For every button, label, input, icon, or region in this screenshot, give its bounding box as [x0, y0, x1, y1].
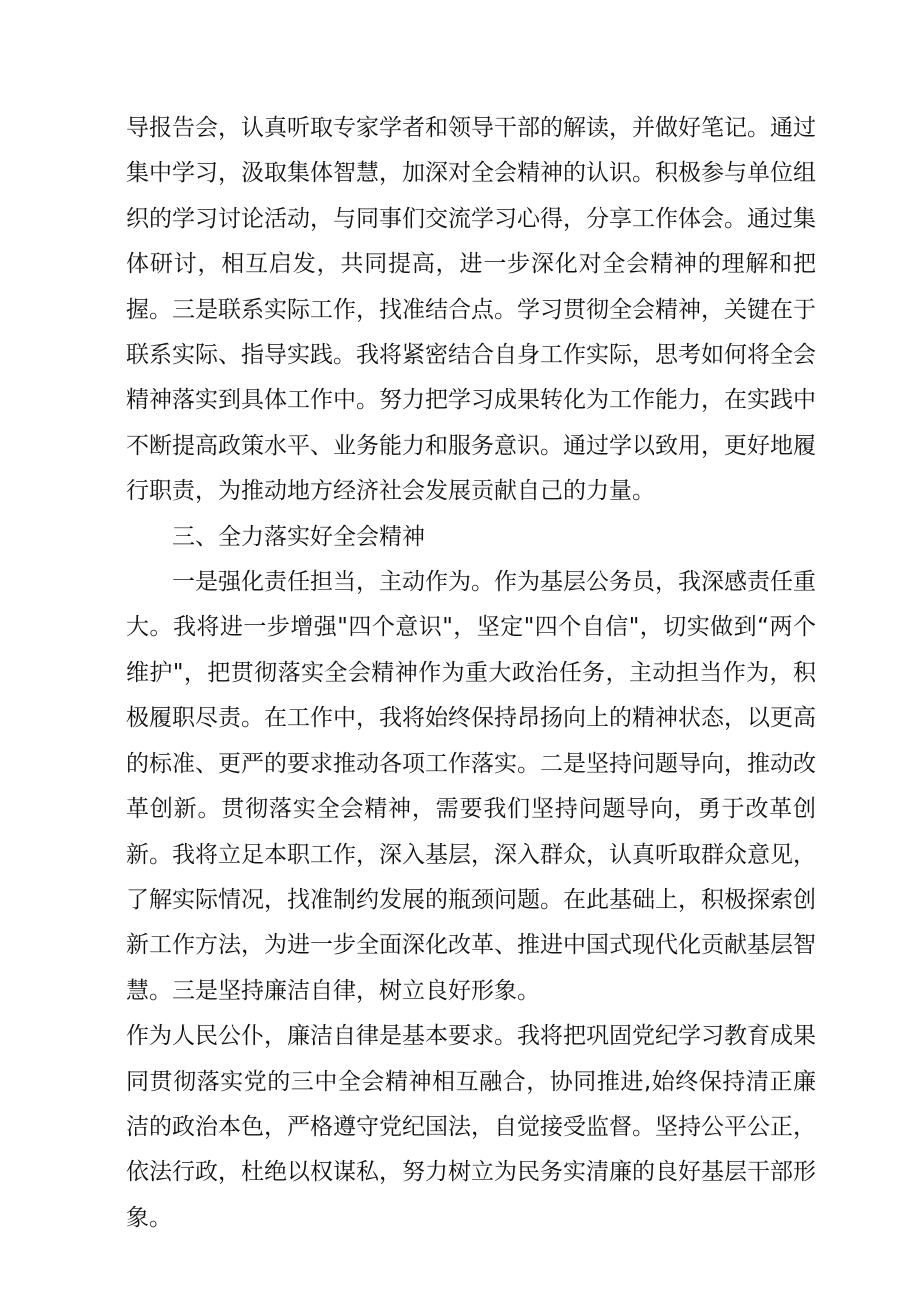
section-heading-three: 三、全力落实好全会精神 [172, 523, 425, 550]
document-body [126, 106, 816, 1241]
paragraph-integrity: 作为人民公仆，廉洁自律是基本要求。我将把巩固党纪学习教育成果同贯彻落实党的三中全会精神相互融合，协同推进,始终保持清正廉洁的政治本色，严格遵守党纪国法，自觉接受监督。坚持公平公正，依法行政，杜绝以权谋私，努力树立为民务实清廉的良好基层干部形象。 [126, 1023, 816, 1231]
paragraph-study-practice: 导报告会，认真听取专家学者和领导干部的解读，并做好笔记。通过集中学习，汲取集体智慧，加深对全会精神的认识。积极参与单位组织的学习讨论活动，与同事们交流学习心得，分享工作体会。通过集体研讨，相互启发，共同提高，进一步深化对全会精神的理解和把握。三是联系实际工作，找准结合点。学习贯彻全会精神，关键在于联系实际、指导实践。我将紧密结合自身工作实际，思考如何将全会精神落实到具体工作中。努力把学习成果转化为工作能力，在实践中不断提高政策水平、业务能力和服务意识。通过学以致用，更好地履行职责，为推动地方经济社会发展贡献自己的力量。 [126, 115, 816, 505]
paragraph-responsibility-reform: 一是强化责任担当，主动作为。作为基层公务员，我深感责任重大。我将进一步增强"四个意识"，坚定"四个自信"，切实做到“两个维护"，把贯彻落实全会精神作为重大政治任务，主动担当作为，积极履职尽责。在工作中，我将始终保持昂扬向上的精神状态，以更高的标准、更严的要求推动各项工作落实。二是坚持问题导向，推动改革创新。贯彻落实全会精神，需要我们坚持问题导向，勇于改革创新。我将立足本职工作，深入基层，深入群众，认真听取群众意见，了解实际情况，找准制约发展的瓶颈问题。在此基础上，积极探索创新工作方法，为进一步全面深化改革、推进中国式现代化贡献基层智慧。三是坚持廉洁自律，树立良好形象。 [126, 569, 816, 1004]
